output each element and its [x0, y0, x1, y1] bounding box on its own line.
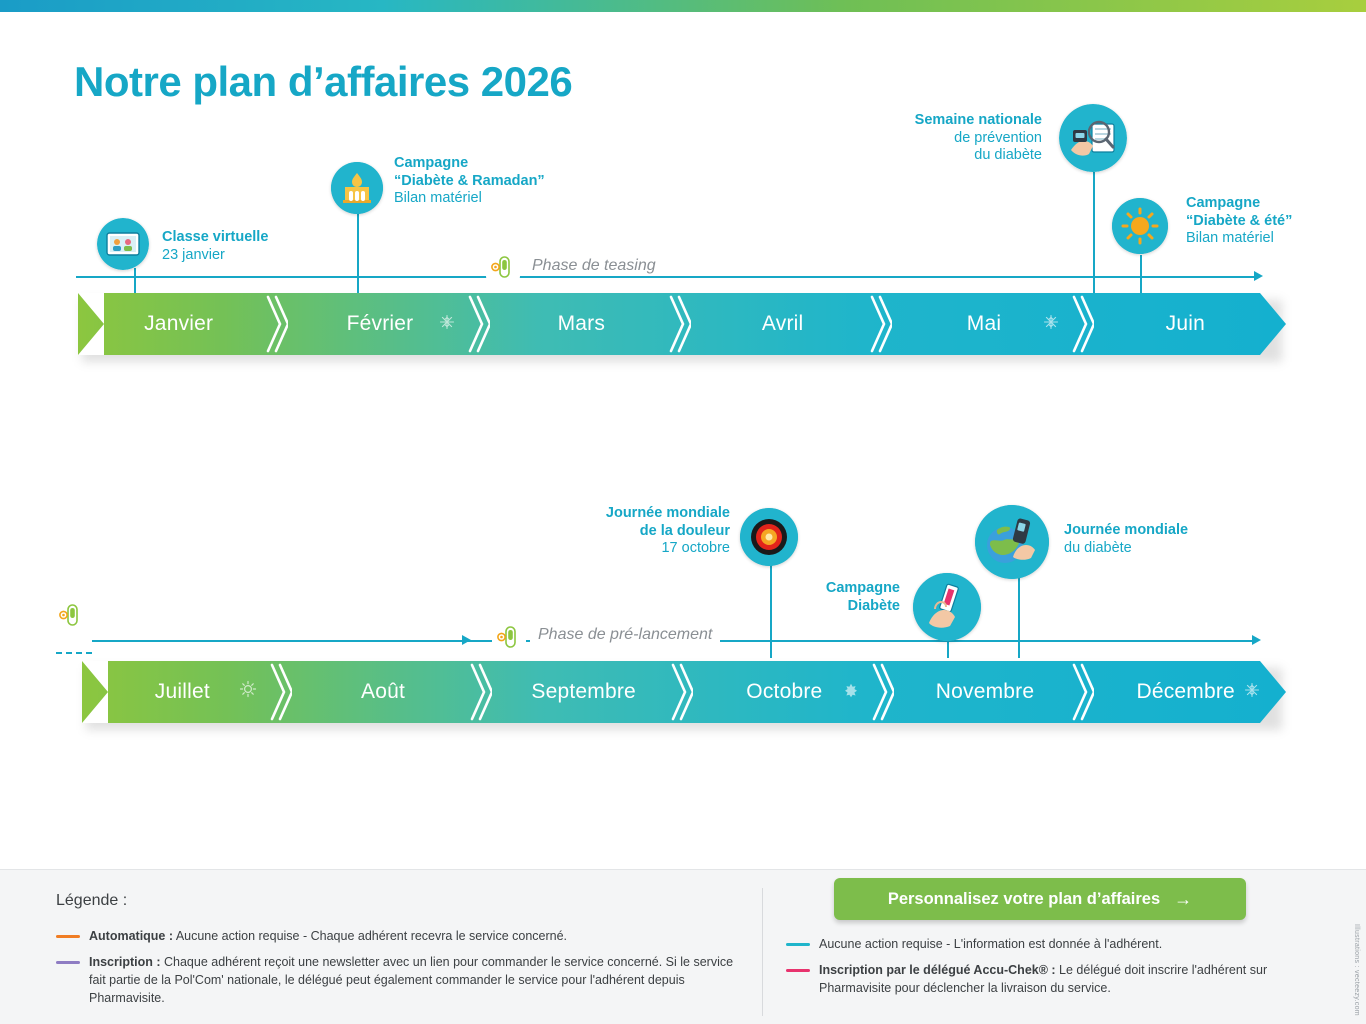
- legend-divider: [762, 888, 763, 1016]
- phase-line-pre-lancement-midarrow: [462, 635, 471, 645]
- event-subtitle-semaine-nationale-1: de prévention: [954, 129, 1042, 146]
- pain-target-icon: [740, 508, 798, 566]
- event-bubble-journee-mondiale-diabete[interactable]: [975, 505, 1049, 579]
- snowflake-icon: [1244, 682, 1260, 698]
- event-title-ramadan-line2: “Diabète & Ramadan”: [394, 172, 545, 189]
- event-subtitle-journee-douleur: 17 octobre: [661, 540, 730, 557]
- timeline-month-label: Mars: [557, 312, 606, 335]
- event-title-journee-douleur-line1: Journée mondiale: [605, 505, 730, 521]
- event-subtitle-diabete-ete: Bilan matériel: [1186, 230, 1274, 247]
- timeline-month-mars[interactable]: [481, 293, 682, 355]
- legend-label-automatique: Automatique :: [89, 929, 174, 943]
- marker-line-ramadan: [357, 210, 359, 295]
- personalize-plan-button[interactable]: [834, 878, 1246, 920]
- event-title-ramadan-line1: Campagne: [394, 155, 469, 171]
- phase-line-teasing: [76, 276, 1256, 278]
- phase-label-teasing: Phase de teasing: [524, 257, 664, 275]
- event-note-semaine-nationale: [820, 112, 1042, 165]
- timeline-month-label: Octobre: [746, 680, 823, 703]
- legend-color-swatch: [786, 943, 810, 946]
- timeline-month-aot[interactable]: [283, 661, 484, 723]
- timeline-month-septembre[interactable]: [483, 661, 684, 723]
- sun-icon: [1112, 198, 1168, 254]
- phase-line-teasing-arrowhead: [1254, 271, 1263, 281]
- timeline-month-label: Août: [361, 680, 405, 703]
- phase-badge-start: [54, 598, 88, 632]
- timeline-month-label: Décembre: [1136, 680, 1235, 703]
- event-bubble-diabete-ete[interactable]: [1112, 198, 1168, 254]
- timeline-month-avril[interactable]: [682, 293, 883, 355]
- timeline-month-label: Juin: [1165, 312, 1205, 335]
- legend-item-inscription: [56, 954, 746, 1007]
- timeline-band-first-half: [78, 293, 1286, 355]
- event-note-campagne-diabete: [760, 580, 900, 615]
- timeline-band-second-half: [82, 661, 1286, 723]
- event-bubble-ramadan[interactable]: [331, 162, 383, 214]
- legend-text-information: Aucune action requise - L'information est donnée à l'adhérent.: [819, 937, 1163, 951]
- legend-title: Légende :: [56, 892, 128, 909]
- timeline-month-label: Février: [346, 312, 414, 335]
- phase-dash-start: [56, 652, 92, 654]
- event-subtitle-classe-virtuelle: 23 janvier: [162, 246, 225, 263]
- event-title-diabete-ete-line1: Campagne: [1186, 195, 1261, 211]
- phase-badge-pre-lancement: [492, 620, 526, 654]
- legend-label-inscription-delegue: Inscription par le délégué Accu-Chek® :: [819, 963, 1056, 977]
- event-title-classe-virtuelle: Classe virtuelle: [162, 229, 269, 245]
- timeline-month-dcembre[interactable]: [1085, 661, 1286, 723]
- legend-item-information: [786, 936, 1266, 954]
- event-subtitle-ramadan: Bilan matériel: [394, 190, 482, 207]
- event-title-diabete-ete-line2: “Diabète & été”: [1186, 212, 1293, 229]
- legend-text-automatique: Aucune action requise - Chaque adhérent recevra le service concerné.: [173, 929, 568, 943]
- personalize-plan-label: Personnalisez votre plan d’affaires: [887, 889, 1161, 908]
- event-note-journee-mondiale-diabete: [1064, 522, 1188, 557]
- marker-line-diabete-ete: [1140, 255, 1142, 295]
- injection-icon: [913, 573, 981, 641]
- legend-color-swatch: [786, 969, 810, 972]
- snowflake-icon: [1043, 314, 1059, 330]
- timeline-month-label: Janvier: [144, 312, 214, 335]
- snowflake-icon: [1043, 312, 1059, 336]
- timeline-month-octobre[interactable]: [684, 661, 885, 723]
- timeline-month-fvrier[interactable]: [279, 293, 480, 355]
- phase-label-pre-lancement: Phase de pré-lancement: [530, 626, 720, 644]
- event-note-classe-virtuelle: [162, 229, 268, 264]
- illustration-credit: Illustrations : vecteezy.com: [1353, 924, 1360, 1016]
- legend-label-inscription: Inscription :: [89, 955, 161, 969]
- leaf-icon: [843, 680, 859, 704]
- legend-color-swatch: [56, 935, 80, 938]
- sun-small-icon: [239, 680, 257, 704]
- event-title-journee-mondiale-diabete: Journée mondiale: [1064, 522, 1189, 538]
- event-bubble-campagne-diabete[interactable]: [913, 573, 981, 641]
- timeline-month-label: Mai: [966, 312, 1002, 335]
- event-note-diabete-ete: [1186, 195, 1292, 248]
- virtual-class-icon: [97, 218, 149, 270]
- glucometer-icon: [490, 254, 516, 280]
- legend-item-inscription-delegue: [786, 962, 1271, 998]
- phase-line-pre-lancement-arrowhead: [1252, 635, 1261, 645]
- legend-text-inscription-delegue: Le délégué doit inscrire l'adhérent sur Pharmavisite pour déclencher la livraison du service.: [819, 963, 1268, 995]
- timeline-month-label: Septembre: [531, 680, 636, 703]
- event-title-campagne-diabete-line2: Diabète: [847, 597, 900, 614]
- marker-line-classe-virtuelle: [134, 268, 136, 295]
- timeline-month-juillet[interactable]: [82, 661, 283, 723]
- timeline-month-juin[interactable]: [1085, 293, 1286, 355]
- event-subtitle-journee-mondiale-diabete: du diabète: [1064, 539, 1132, 556]
- event-note-ramadan: [394, 155, 545, 208]
- leaf-icon: [843, 682, 859, 698]
- glucometer-icon: [496, 624, 522, 650]
- event-title-campagne-diabete-line1: Campagne: [825, 580, 900, 596]
- glucometer-icon: [58, 602, 84, 628]
- event-note-journee-douleur: [508, 505, 730, 558]
- timeline-month-janvier[interactable]: [78, 293, 279, 355]
- legend-item-automatique: [56, 928, 736, 946]
- snowflake-icon: [439, 314, 455, 330]
- legend-text-inscription: Chaque adhérent reçoit une newsletter avec un lien pour commander le service concerné. Si le service fait partie de la Pol'Com' nationale, le délégué peut également commander le service pour l'adhérent depuis Pharmavisite.: [89, 955, 734, 1005]
- blood-pressure-icon: [1059, 104, 1127, 172]
- timeline-month-label: Juillet: [154, 680, 210, 703]
- timeline-month-label: Novembre: [935, 680, 1035, 703]
- timeline-month-novembre[interactable]: [885, 661, 1086, 723]
- arrow-right-icon: →: [1174, 888, 1193, 909]
- snowflake-icon: [439, 312, 455, 336]
- event-bubble-classe-virtuelle[interactable]: [97, 218, 149, 270]
- page-title: Notre plan d’affaires 2026: [74, 58, 573, 105]
- marker-line-journee-mondiale-diabete: [1018, 578, 1020, 658]
- legend-color-swatch: [56, 961, 80, 964]
- mosque-icon: [331, 162, 383, 214]
- event-bubble-journee-douleur[interactable]: [740, 508, 798, 566]
- top-gradient-bar: [0, 0, 1366, 12]
- legend-panel: [0, 869, 1366, 1024]
- sun-small-icon: [239, 680, 257, 698]
- event-title-journee-douleur-line2: de la douleur: [639, 522, 730, 539]
- event-bubble-semaine-nationale[interactable]: [1059, 104, 1127, 172]
- snowflake-icon: [1244, 680, 1260, 704]
- timeline-month-mai[interactable]: [883, 293, 1084, 355]
- event-subtitle-semaine-nationale-2: du diabète: [974, 147, 1042, 164]
- timeline-month-label: Avril: [761, 312, 804, 335]
- phase-badge-teasing: [486, 250, 520, 284]
- event-title-semaine-nationale: Semaine nationale: [914, 112, 1042, 128]
- world-diabetes-icon: [975, 505, 1049, 579]
